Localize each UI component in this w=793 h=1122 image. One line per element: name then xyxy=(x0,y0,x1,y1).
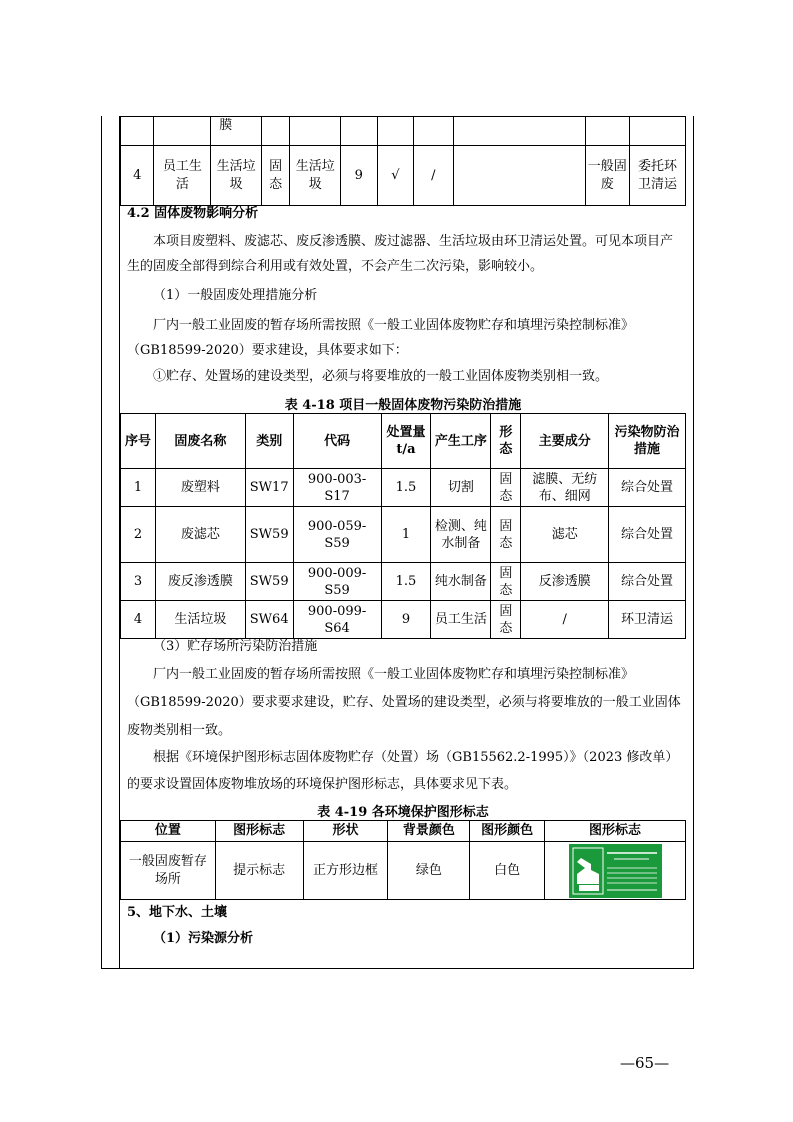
solid-waste-storage-sign-icon xyxy=(569,844,662,898)
paragraph: 厂内一般工业固废的暂存场所需按照《一般工业固体废物贮存和填埋污染控制标准》（GB18599-2020）要求要求建设，贮存、处置场的建设类型，必须与将要堆放的一般工业固体废物类别相一致。 xyxy=(127,667,681,738)
paragraph: ①贮存、处置场的建设类型，必须与将要堆放的一般工业固体废物类别相一致。 xyxy=(153,369,609,384)
paragraph: 本项目废塑料、废滤芯、废反渗透膜、废过滤器、生活垃圾由环卫清运处置。可见本项目产生的固废全部得到综合利用或有效处置，不会产生二次污染，影响较小。 xyxy=(127,234,674,274)
section-heading-4-2: 4.2 固体废物影响分析 xyxy=(127,206,259,221)
table-4-18 xyxy=(120,413,686,639)
paragraph: （3）贮存场所污染防治措施 xyxy=(153,639,318,654)
table-row: 2 废滤芯 SW59 900-059-S59 1 检测、纯水制备 固态 滤芯 综合处置 xyxy=(121,507,686,563)
table-row: 4 生活垃圾 SW64 900-099-S64 9 员工生活 固态 / 环卫清运 xyxy=(121,601,686,639)
paragraph: 根据《环境保护图形标志固体废物贮存（处置）场（GB15562.2-1995）》（2023 修改单）的要求设置固体废物堆放场的环境保护图形标志，具体要求见下表。 xyxy=(127,750,679,792)
table-4-19-caption: 表 4-19 各环境保护图形标志 xyxy=(317,805,489,820)
storage-sign-graphic xyxy=(569,844,662,898)
continuation-table xyxy=(120,116,686,206)
table-4-18-caption: 表 4-18 项目一般固体废物污染防治措施 xyxy=(284,398,522,413)
table-row: 3 废反渗透膜 SW59 900-009-S59 1.5 纯水制备 固态 反渗透膜 综合处置 xyxy=(121,563,686,601)
table-row xyxy=(121,117,686,146)
prev-row-cell: 膜 xyxy=(211,117,262,146)
table-row: 1 废塑料 SW17 900-003-S17 1.5 切割 固态 滤膜、无纺布、细网 综合处置 xyxy=(121,469,686,507)
table-row: 4 员工生活 生活垃圾 固态 生活垃圾 9 √ / 一般固废 委托环卫清运 xyxy=(121,146,686,206)
paragraph: 厂内一般工业固废的暂存场所需按照《一般工业固体废物贮存和填埋污染控制标准》（GB18599-2020）要求建设，具体要求如下： xyxy=(127,318,635,358)
subsection-heading: （1）污染源分析 xyxy=(153,931,254,946)
section-heading-5: 5、地下水、土壤 xyxy=(127,905,228,920)
paragraph: （1）一般固废处理措施分析 xyxy=(153,288,318,303)
table-header-row: 序号 固废名称 类别 代码 处置量 t/a 产生工序 形态 主要成分 污染物防治措施 xyxy=(121,414,686,469)
table-header-row: 位置 图形标志 形状 背景颜色 图形颜色 图形标志 xyxy=(121,821,686,842)
page-number: —65— xyxy=(620,1054,670,1072)
table-4-19 xyxy=(120,820,686,900)
table-row: 一般固废暂存场所 提示标志 正方形边框 绿色 白色 xyxy=(121,842,686,900)
